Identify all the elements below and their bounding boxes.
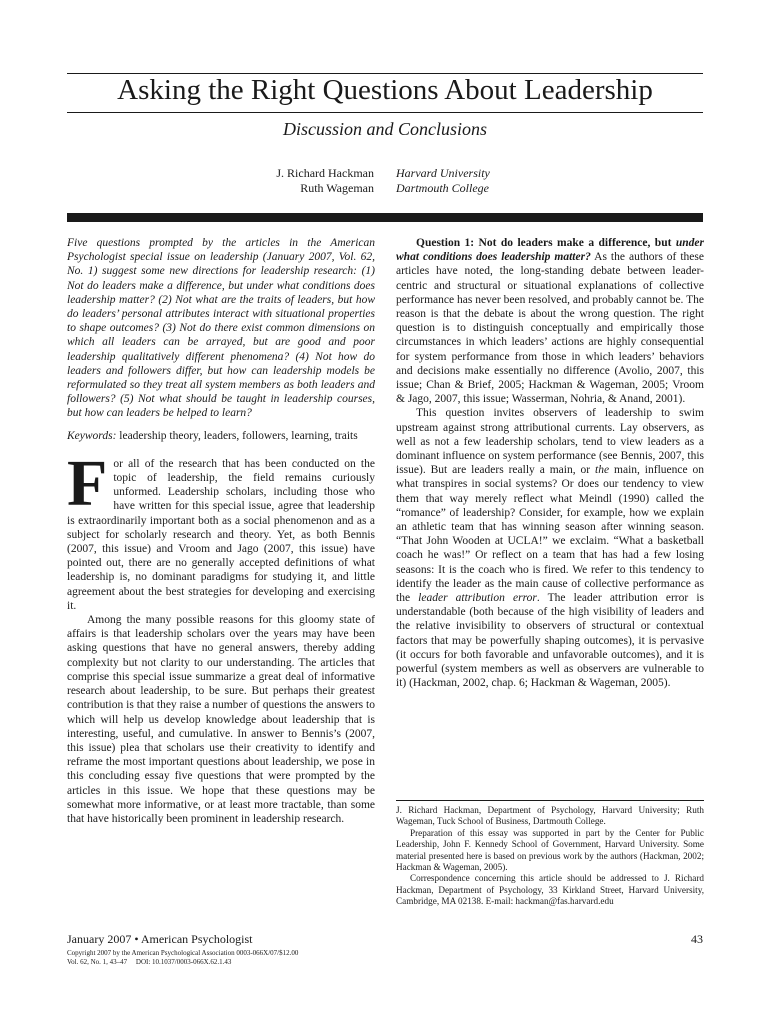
paragraph-text: . The leader attribution error is understandable (both because of the high visibility of leaders and the relative invisibility to observers of structural or contextual factors that may be powerfully shaping outcomes), it is pervasive (it occurs for both favorable and unfavorable outcomes), and it is powerful (system members as well as observers are vulnerable to it) (Hackman, 2002, chap. 6; Hackman & Wageman, 2005). xyxy=(396,592,704,690)
header-thick-rule xyxy=(67,213,703,222)
journal-footer: January 2007 • American Psychologist xyxy=(67,932,253,946)
article-subtitle: Discussion and Conclusions xyxy=(282,119,487,139)
paragraph-text: This question invites observers of leadership to swim upstream against strong attributional currents. Lay observers, as well as not a few leadership scholars, tend to view leaders as a dominant influence on system performance (see Bennis, 2007, this issue). But are leaders really a main, or xyxy=(396,407,704,477)
author-name: Ruth Wageman xyxy=(300,181,374,195)
footnote: Preparation of this essay was supported in part by the Center for Public Leadership, John F. Kennedy School of Government, Harvard University. Some material presented here is based on previous work by the authors (Hackman, 2002; Hackman & Wageman, 2005). xyxy=(396,827,704,873)
body-paragraph xyxy=(67,446,375,613)
keywords-label: Keywords: xyxy=(67,429,117,442)
drop-cap: F xyxy=(67,446,108,520)
keywords-text: leadership theory, leaders, followers, learning, traits xyxy=(119,429,358,442)
footnote: Correspondence concerning this article should be addressed to J. Richard Hackman, Department of Psychology, 33 Kirkland Street, Harvard University, Cambridge, MA 02138. E-mail: hackman@fas.harvard.edu xyxy=(396,873,704,907)
page-number: 43 xyxy=(691,932,703,946)
copyright-line: Copyright 2007 by the American Psychological Association 0003-066X/07/$12.00 xyxy=(67,949,299,957)
keywords xyxy=(67,429,375,443)
footnotes xyxy=(396,800,704,908)
abstract: Five questions prompted by the articles in the American Psychologist special issue on leadership (January 2007, Vol. 62, No. 1) suggest some new directions for leadership research: (1) Not do leaders make a difference, but under what conditions does leadership matter? (2) Not what are the traits of leaders, but how do leaders’ personal attributes interact with situational properties to shape outcomes? (3) Not do there exist common dimensions on which all leaders can be arrayed, but are good and poor leadership qualitatively different phenomena? (4) Not how do leaders and followers differ, but how can leadership models be reformulated so they treat all system members as both leaders and followers? (5) Not what should be taught in leadership courses, but how can leaders be helped to learn? xyxy=(67,237,375,420)
author-names xyxy=(276,166,374,196)
question-1-paragraph xyxy=(396,236,704,406)
author-affiliations xyxy=(396,166,490,196)
volume-line: Vol. 62, No. 1, 43–47 DOI: 10.1037/0003-066X.62.1.43 xyxy=(67,957,232,966)
emphasis-term: leader attribution error xyxy=(418,592,537,605)
body-paragraph xyxy=(396,406,704,690)
title-rule xyxy=(67,112,703,113)
emphasis-text: the xyxy=(595,464,610,477)
author-affiliation: Harvard University xyxy=(396,166,490,180)
author-name: J. Richard Hackman xyxy=(276,166,374,180)
author-affiliation: Dartmouth College xyxy=(396,181,489,195)
body-paragraph: Among the many possible reasons for this gloomy state of affairs is that leadership scholars over the years may have been asking questions that have no general answers, thereby adding complexity but not clarity to our understanding. The articles that comprise this special issue summarize a great deal of informative research about leadership, to be sure. But perhaps their greatest contribution is that they raise a number of questions the answers to which will help us develop knowledge about leadership that is interesting, useful, and cumulative. In answer to Bennis’s (2007, this issue) plea that scholars use their creativity to identify and reframe the most important questions about leadership, we pose in this concluding essay five questions that were prompted by the articles in this issue. We hope that these questions may be somewhat more informative, or at least more tractable, than some that have historically been prominent in leadership research. xyxy=(67,614,375,825)
question-heading-a: Question 1: Not do leaders make a difference, but xyxy=(416,237,676,249)
question-heading-b: under what conditions does leadership matter? xyxy=(396,237,704,264)
paragraph-text: main, influence on what transpires in social systems? Or does our tendency to view them that way merely reflect what Meindl (1990) called the “romance” of leadership? Consider, for example, how we explain an athletic team that has winning season after winning season. “That John Wooden at UCLA!” we exclaim. “What a basketball coach he was!” Or reflect on a team that has had a few losing seasons: It is the coach who is fired. We refer to this tendency to identify the leader as the main cause of collective performance as the xyxy=(396,464,705,605)
left-column xyxy=(67,236,375,826)
footnote: J. Richard Hackman, Department of Psychology, Harvard University; Ruth Wageman, Tuck School of Business, Dartmouth College. xyxy=(396,805,704,827)
right-column xyxy=(396,236,704,691)
paragraph-text: As the authors of these articles have noted, the long-standing debate between leader-centric and structural or situational explanations of collective performance has never been resolved, and probably cannot be. The reason is that the debate is about the wrong question. The right question is to distinguish conceptually and empirically those circumstances in which leaders’ actions are highly consequential for system performance from those in which leaders’ behaviors and decisions make essentially no difference (Avolio, 2007, this issue; Chan & Brief, 2005; Hackman & Wageman, 2005; Vroom & Jago, 2007, this issue; Wasserman, Nohria, & Anand, 2001). xyxy=(396,251,704,406)
article-title: Asking the Right Questions About Leadership xyxy=(117,74,653,106)
paragraph-text: or all of the research that has been conducted on the topic of leadership, the field remains curiously unformed. Leadership scholars, including those who have written for this special issue, agree that leadership is extraordinarily important both as a social phenomenon and as a subject for scholarly research and theory. Yet, as both Bennis (2007, this issue) and Vroom and Jago (2007, this issue) have pointed out, there are no generally accepted definitions of what leadership is, no dominant paradigms for studying it, and little agreement about the best strategies for developing and exercising it. xyxy=(67,457,375,612)
copyright-block xyxy=(67,949,298,966)
